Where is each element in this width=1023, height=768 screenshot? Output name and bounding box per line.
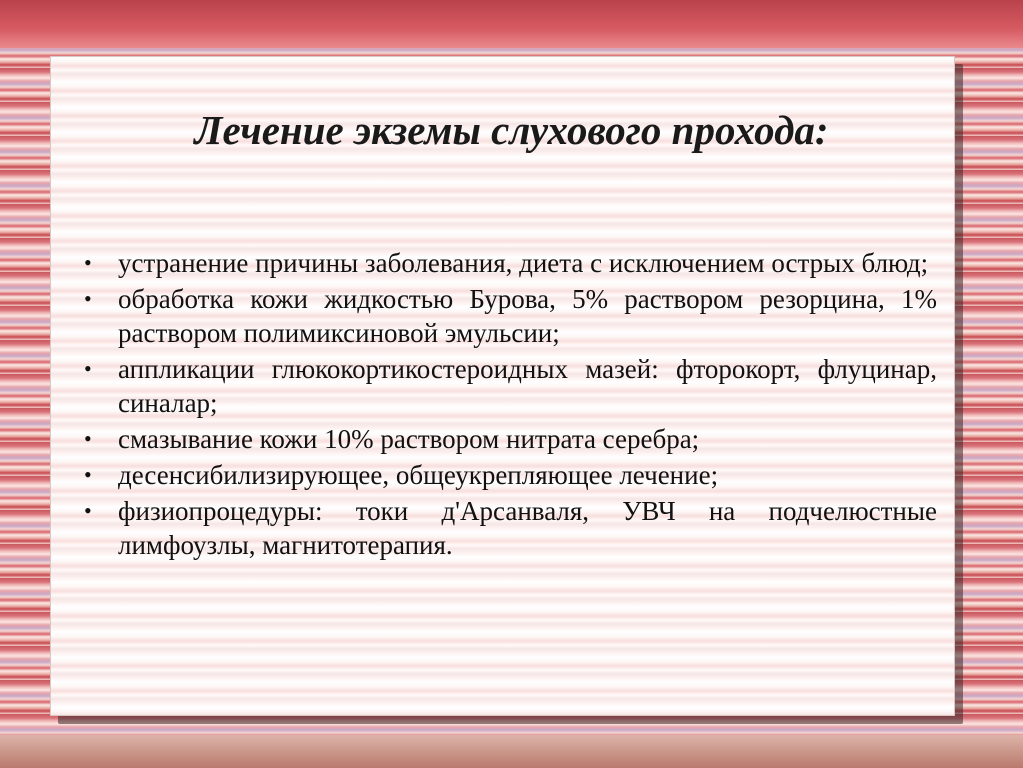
list-item-text: физиопроцедуры: токи д'Арсанваля, УВЧ на подчелюстные лимфоузлы, магнитотерапия. <box>118 496 937 560</box>
list-item-text: обработка кожи жидкостью Бурова, 5% раствором резорцина, 1% раствором полимиксиновой эмульсии; <box>118 284 937 348</box>
list-item-text: смазывание кожи 10% раствором нитрата серебра; <box>118 424 700 454</box>
background-bottom-band <box>0 735 1023 768</box>
bullet-list <box>84 246 937 564</box>
bullet-icon: • <box>84 286 92 311</box>
list-item <box>84 422 937 456</box>
list-item-text: устранение причины заболевания, диета с исключением острых блюд; <box>118 248 929 278</box>
list-item <box>84 282 937 350</box>
list-item <box>84 246 937 280</box>
list-item-text: десенсибилизирующее, общеукрепляющее лечение; <box>118 460 719 490</box>
bullet-icon: • <box>84 250 92 275</box>
background-top-band <box>0 0 1023 48</box>
bullet-icon: • <box>84 426 92 451</box>
bullet-icon: • <box>84 356 92 381</box>
bullet-icon: • <box>84 498 92 523</box>
slide-title: Лечение экземы слухового прохода: <box>194 107 829 153</box>
bullet-icon: • <box>84 462 92 487</box>
list-item <box>84 494 937 562</box>
list-item <box>84 352 937 420</box>
list-item-text: аппликации глюкокортикостероидных мазей: фторокорт, флуцинар, синалар; <box>118 354 937 418</box>
list-item <box>84 458 937 492</box>
